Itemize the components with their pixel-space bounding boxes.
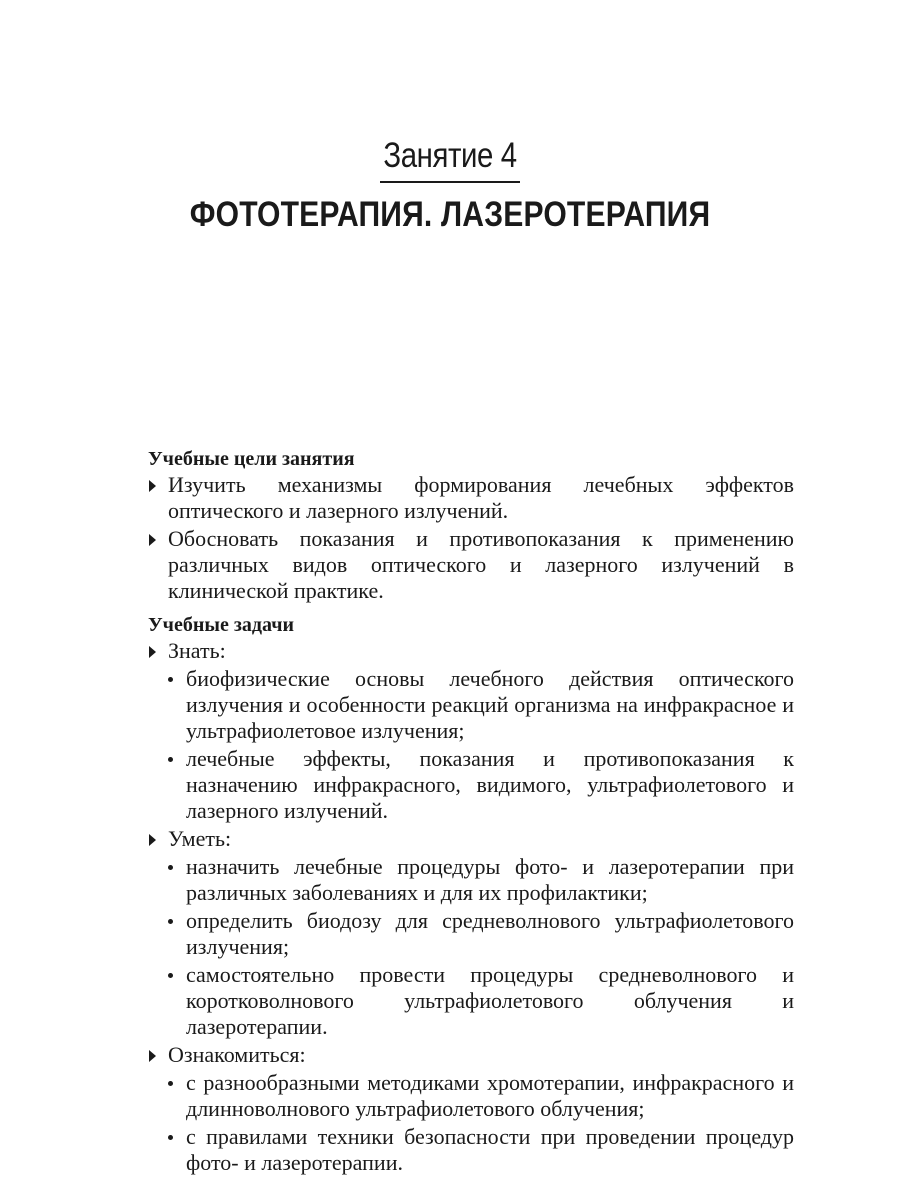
dot-bullet-icon [168, 757, 173, 762]
dot-bullet-icon [168, 1081, 173, 1086]
goals-list-item [148, 472, 794, 524]
triangle-bullet-icon [149, 480, 156, 492]
goals-heading: Учебные цели занятия [148, 448, 355, 470]
lesson-number-underline [380, 181, 520, 183]
list-item [148, 908, 794, 960]
tasks-group-know [148, 638, 794, 664]
triangle-bullet-icon [149, 646, 156, 658]
dot-bullet-icon [168, 973, 173, 978]
tasks-heading: Учебные задачи [148, 614, 295, 636]
can-sub-list [148, 854, 794, 1040]
tasks-list [148, 638, 794, 1176]
know-sub-list [148, 666, 794, 824]
dot-bullet-icon [168, 1135, 173, 1140]
list-item [148, 666, 794, 744]
list-item-text: самостоятельно провести процедуры средневолнового и коротковолнового ультрафиолетового облучения и лазеротерапии. [186, 962, 794, 1039]
dot-bullet-icon [168, 865, 173, 870]
tasks-group-familiarize-items [148, 1070, 794, 1176]
list-item [148, 1070, 794, 1122]
list-item-text: определить биодозу для средневолнового ультрафиолетового излучения; [186, 908, 794, 959]
lesson-content [148, 446, 794, 1178]
tasks-group-know-items [148, 666, 794, 824]
list-item-text: с правилами техники безопасности при проведении процедур фото- и лазеротерапии. [186, 1124, 794, 1175]
dot-bullet-icon [168, 677, 173, 682]
list-item [148, 746, 794, 824]
tasks-group-label: Знать: [168, 638, 226, 663]
list-item-text: с разнообразными методиками хромотерапии, инфракрасного и длинноволнового ультрафиолетового облучения; [186, 1070, 794, 1121]
list-item-text: лечебные эффекты, показания и противопоказания к назначению инфракрасного, видимого, ультрафиолетового и лазерного излучений. [186, 746, 794, 823]
list-item [148, 962, 794, 1040]
triangle-bullet-icon [149, 1050, 156, 1062]
tasks-group-familiarize [148, 1042, 794, 1068]
list-item [148, 1124, 794, 1176]
triangle-bullet-icon [149, 834, 156, 846]
page-title: ФОТОТЕРАПИЯ. ЛАЗЕРОТЕРАПИЯ [189, 195, 711, 234]
goals-list-item [148, 526, 794, 604]
tasks-group-can [148, 826, 794, 852]
list-item-text: биофизические основы лечебного действия оптического излучения и особенности реакций организма на инфракрасное и ультрафиолетовое излучения; [186, 666, 794, 743]
goal-text: Изучить механизмы формирования лечебных эффектов оптического и лазерного излучений. [168, 472, 794, 523]
dot-bullet-icon [168, 919, 173, 924]
list-item [148, 854, 794, 906]
familiarize-sub-list [148, 1070, 794, 1176]
goal-text: Обосновать показания и противопоказания к применению различных видов оптического и лазерного излучений в клинической практике. [168, 526, 794, 603]
goals-list [148, 472, 794, 604]
lesson-number: Занятие 4 [383, 136, 517, 175]
tasks-group-label: Уметь: [168, 826, 232, 851]
triangle-bullet-icon [149, 534, 156, 546]
tasks-group-label: Ознакомиться: [168, 1042, 306, 1067]
list-item-text: назначить лечебные процедуры фото- и лазеротерапии при различных заболеваниях и для их профилактики; [186, 854, 794, 905]
tasks-group-can-items [148, 854, 794, 1040]
